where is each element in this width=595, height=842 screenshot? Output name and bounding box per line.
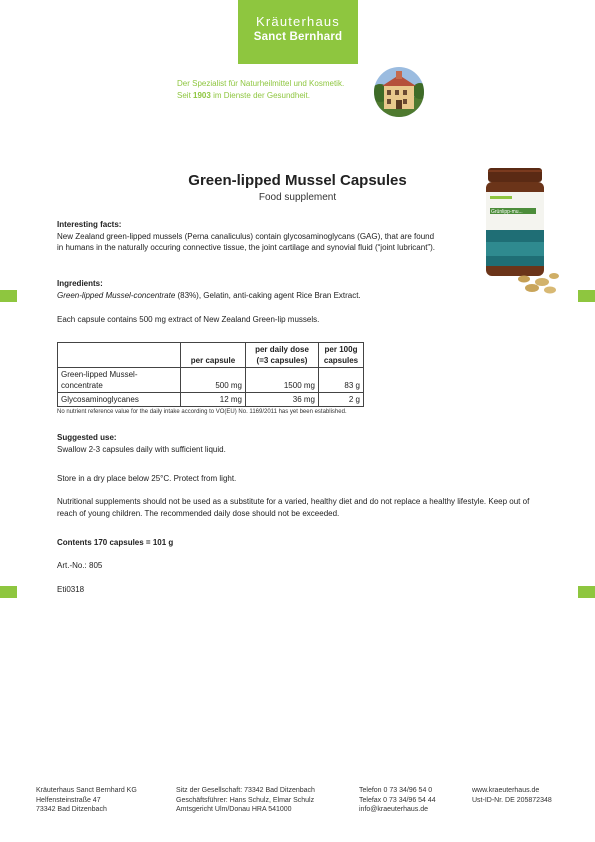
facts-text: New Zealand green-lipped mussels (Perna canaliculus) contain glycosaminoglycans (GAG), that are found in humans in the naturally occuring connective tissue, the joint cartilage and synovial fluid (“joint lubricant”). (57, 231, 435, 252)
tagline-line2 (177, 90, 344, 102)
ingredients-text (57, 290, 537, 302)
article-number: Art.-No.: 805 (57, 561, 103, 570)
header-daily-line1: per daily dose (255, 345, 309, 354)
footer-line: Amtsgericht Ulm/Donau HRA 541000 (176, 806, 292, 813)
nutrition-table (57, 342, 364, 407)
table-row (58, 368, 364, 393)
footer-website-link[interactable]: www.kraeuterhaus.de (472, 787, 540, 794)
tagline-year: 1903 (193, 90, 211, 100)
footer-line: Helfensteinstraße 47 (36, 796, 101, 804)
margin-mark-left-lower (0, 586, 17, 598)
header-100g-line2: capsules (323, 356, 359, 365)
table-cell-name (58, 368, 181, 393)
jar-label-text: Grünlipp-mu... (491, 209, 523, 215)
product-subtitle: Food supplement (258, 192, 337, 203)
footer-line: Ust-ID-Nr. DE 205872348 (472, 796, 552, 804)
suggested-text: Swallow 2-3 capsules daily with sufficient liquid. (57, 444, 226, 454)
footer-line: 73342 Bad Ditzenbach (36, 806, 107, 813)
table-cell-per-100g: 2 g (319, 393, 364, 407)
warning-text: Nutritional supplements should not be used as a substitute for a varied, healthy diet and do not replace a healthy lifestyle. Keep out of reach of young children. The recommended daily dose should not be exceeded. (57, 497, 530, 518)
tagline-post: im Dienste der Gesundheit. (213, 90, 310, 100)
table-cell-name: Glycosaminoglycanes (58, 393, 181, 407)
nutrition-note: No nutrient reference value for the daily intake according to VO(EU) No. 1169/2011 has yet been established. (57, 409, 347, 415)
margin-mark-right-lower (578, 586, 595, 598)
header-daily-line2: (=3 capsules) (256, 356, 308, 365)
contents-text: Contents 170 capsules = 101 g (57, 538, 174, 547)
footer-contact (359, 786, 436, 815)
footer-line: Telefax 0 73 34/96 54 44 (359, 796, 436, 804)
ingredients-italic: Green-lipped Mussel-concentrate (57, 290, 176, 300)
table-header-empty (58, 343, 181, 368)
table-cell-per-daily: 1500 mg (246, 368, 319, 393)
brand-tagline (177, 78, 344, 101)
margin-mark-left (0, 290, 17, 302)
margin-mark-right (578, 290, 595, 302)
footer-line: Sitz der Gesellschaft: 73342 Bad Ditzenbach (176, 787, 315, 794)
brand-name-line2: Sanct Bernhard (253, 31, 343, 43)
table-cell-per-daily: 36 mg (246, 393, 319, 407)
header-100g-line1: per 100g (324, 345, 358, 354)
tagline-line1: Der Spezialist für Naturheilmittel und Kosmetik. (177, 79, 345, 88)
capsule-note: Each capsule contains 500 mg extract of New Zealand Green-lip mussels. (57, 315, 320, 324)
ingredients-rest: (83%), Gelatin, anti-caking agent Rice Bran Extract. (175, 290, 361, 300)
table-header-per-daily (246, 343, 319, 368)
table-row (58, 393, 364, 407)
storage-text: Store in a dry place below 25°C. Protect from light. (57, 474, 237, 483)
suggested-use-section (57, 432, 537, 455)
table-header-row (58, 343, 364, 368)
table-cell-per-capsule: 12 mg (181, 393, 246, 407)
footer-company (36, 786, 137, 815)
table-header-per-capsule: per capsule (181, 343, 246, 368)
row-name-line1: Green-lipped Mussel- (61, 370, 138, 379)
footer-line: Kräuterhaus Sanct Bernhard KG (36, 787, 137, 794)
document-code: Eti0318 (57, 585, 85, 594)
company-building-photo (374, 67, 424, 117)
tagline-pre: Seit (177, 90, 191, 100)
row-name-line2: concentrate (61, 381, 103, 390)
table-cell-per-capsule: 500 mg (181, 368, 246, 393)
facts-section (57, 219, 437, 254)
footer-web (472, 786, 552, 805)
footer-legal (176, 786, 315, 815)
brand-name-line1: Kräuterhaus (255, 14, 341, 29)
product-title: Green-lipped Mussel Capsules (188, 172, 407, 189)
brand-logo (238, 0, 358, 64)
facts-heading: Interesting facts: (57, 220, 122, 229)
table-header-per-100g (319, 343, 364, 368)
suggested-heading: Suggested use: (57, 433, 117, 442)
ingredients-heading: Ingredients: (57, 279, 103, 288)
ingredients-section (57, 278, 537, 301)
footer-line: Telefon 0 73 34/96 54 0 (359, 787, 433, 794)
table-cell-per-100g: 83 g (319, 368, 364, 393)
footer-line: Geschäftsführer: Hans Schulz, Elmar Schulz (176, 796, 315, 804)
footer-email-link[interactable]: info@kraeuterhaus.de (359, 806, 428, 813)
